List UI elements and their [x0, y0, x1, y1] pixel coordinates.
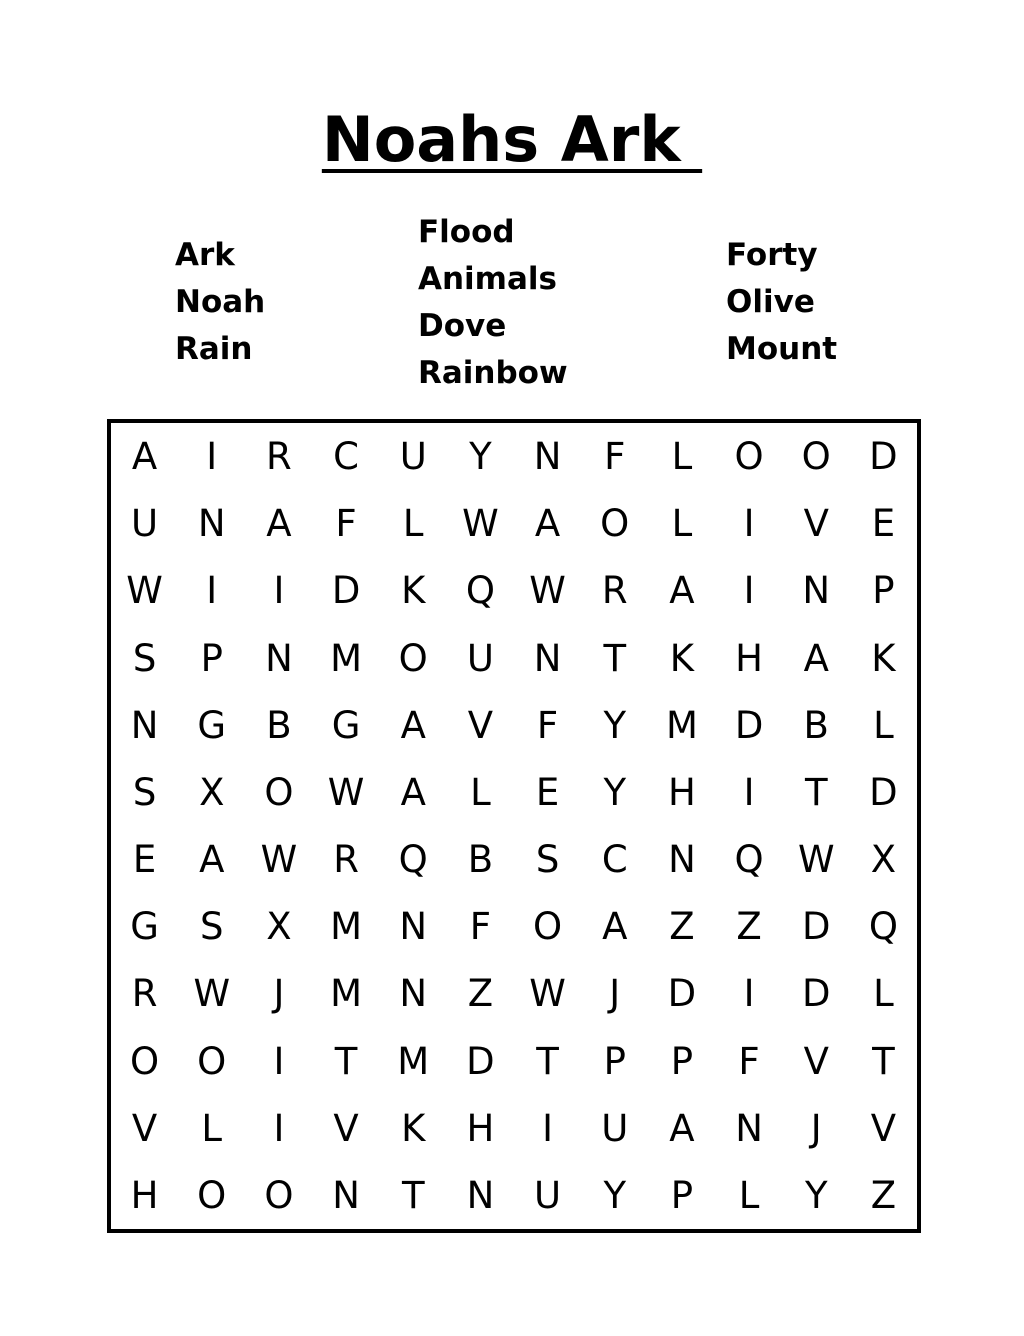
grid-letter-cell[interactable]: F: [469, 905, 492, 949]
grid-letter-cell[interactable]: L: [402, 502, 424, 546]
grid-letter-cell[interactable]: L: [671, 502, 693, 546]
grid-letter-cell[interactable]: R: [333, 838, 359, 882]
grid-letter-cell[interactable]: Q: [734, 838, 764, 882]
word-list-item: Dove: [418, 308, 507, 344]
grid-letter-cell[interactable]: I: [743, 502, 755, 546]
grid-letter-cell[interactable]: L: [671, 435, 693, 479]
puzzle-title: [0, 100, 1024, 180]
grid-letter-cell[interactable]: O: [197, 1173, 227, 1217]
grid-letter-cell[interactable]: Y: [603, 1173, 627, 1217]
grid-letter-cell[interactable]: D: [667, 972, 697, 1016]
grid-letter-cell[interactable]: D: [801, 905, 831, 949]
grid-letter-cell[interactable]: N: [399, 905, 428, 949]
grid-letter-cell[interactable]: D: [801, 972, 831, 1016]
grid-letter-cell[interactable]: N: [130, 703, 159, 747]
grid-letter-cell[interactable]: N: [735, 1106, 763, 1150]
grid-letter-cell[interactable]: J: [609, 972, 621, 1016]
grid-letter-cell[interactable]: U: [131, 502, 159, 546]
grid-letter-cell[interactable]: D: [869, 435, 898, 479]
grid-letter-cell[interactable]: U: [399, 435, 427, 479]
grid-letter-cell[interactable]: T: [536, 1039, 559, 1083]
grid-letter-cell[interactable]: K: [401, 1106, 426, 1150]
grid-letter-cell[interactable]: P: [670, 1173, 694, 1217]
grid-letter-cell[interactable]: V: [803, 1039, 829, 1083]
grid-letter-cell[interactable]: M: [330, 905, 363, 949]
grid-letter-cell[interactable]: D: [331, 569, 361, 613]
grid-letter-cell[interactable]: Y: [603, 703, 627, 747]
word-list-column-1: [175, 232, 265, 373]
grid-letter-cell[interactable]: F: [335, 502, 357, 546]
grid-letter-cell[interactable]: D: [869, 770, 898, 814]
grid-letter-cell[interactable]: B: [266, 703, 292, 747]
grid-letter-cell[interactable]: P: [670, 1039, 694, 1083]
grid-letter-cell[interactable]: N: [533, 636, 562, 680]
grid-letter-cell[interactable]: A: [131, 435, 158, 479]
grid-letter-cell[interactable]: N: [197, 502, 226, 546]
grid-letter-cell[interactable]: M: [330, 972, 363, 1016]
grid-letter-cell[interactable]: N: [802, 569, 831, 613]
grid-letter-cell[interactable]: E: [535, 770, 560, 814]
grid-letter-cell[interactable]: I: [206, 569, 218, 613]
word-list-item: Noah: [175, 284, 266, 320]
grid-letter-cell[interactable]: I: [743, 972, 755, 1016]
grid-letter-cell[interactable]: X: [870, 838, 897, 882]
grid-letter-cell[interactable]: H: [735, 636, 763, 680]
grid-letter-cell[interactable]: M: [665, 703, 698, 747]
grid-letter-cell[interactable]: O: [264, 770, 294, 814]
grid-letter-cell[interactable]: U: [534, 1173, 562, 1217]
grid-letter-cell[interactable]: N: [668, 838, 696, 882]
grid-letter-cell[interactable]: W: [529, 569, 566, 613]
grid-letter-cell[interactable]: U: [466, 636, 494, 680]
grid-letter-cell[interactable]: N: [533, 435, 562, 479]
grid-letter-cell[interactable]: R: [601, 569, 628, 613]
grid-letter-cell[interactable]: K: [669, 636, 695, 680]
grid-letter-cell[interactable]: M: [330, 636, 363, 680]
puzzle-title-text: Noahs Ark: [321, 103, 703, 176]
grid-letter-cell[interactable]: L: [470, 770, 491, 814]
grid-letter-cell[interactable]: V: [803, 502, 829, 546]
grid-letter-cell[interactable]: A: [400, 703, 426, 747]
word-list-item: Ark: [175, 237, 235, 273]
word-list-column-3: [726, 232, 837, 373]
grid-letter-cell[interactable]: S: [535, 838, 560, 882]
grid-letter-cell[interactable]: Z: [467, 972, 494, 1016]
grid-letter-cell[interactable]: L: [738, 1173, 760, 1217]
word-list-item: Flood: [418, 214, 515, 250]
grid-letter-cell[interactable]: W: [126, 569, 163, 613]
grid-letter-cell[interactable]: R: [131, 972, 158, 1016]
grid-letter-cell[interactable]: V: [467, 703, 494, 747]
grid-letter-cell[interactable]: A: [803, 636, 829, 680]
grid-letter-cell[interactable]: M: [397, 1039, 430, 1083]
grid-letter-cell[interactable]: A: [199, 838, 225, 882]
grid-letter-cell[interactable]: X: [199, 770, 225, 814]
grid-letter-cell[interactable]: V: [870, 1106, 897, 1150]
grid-letter-cell[interactable]: U: [601, 1106, 629, 1150]
grid-letter-cell[interactable]: O: [264, 1173, 294, 1217]
grid-letter-cell[interactable]: L: [873, 972, 894, 1016]
grid-letter-cell[interactable]: O: [533, 905, 563, 949]
grid-letter-cell[interactable]: O: [600, 502, 630, 546]
grid-letter-cell[interactable]: T: [401, 1173, 425, 1217]
grid-letter-cell[interactable]: I: [273, 569, 285, 613]
grid-letter-cell[interactable]: S: [132, 770, 157, 814]
grid-letter-cell[interactable]: L: [201, 1106, 223, 1150]
grid-letter-cell[interactable]: O: [197, 1039, 227, 1083]
word-list-column-2: [418, 209, 568, 397]
grid-letter-cell[interactable]: I: [542, 1106, 554, 1150]
grid-letter-cell[interactable]: G: [130, 905, 159, 949]
grid-letter-cell[interactable]: V: [131, 1106, 158, 1150]
grid-letter-cell[interactable]: O: [734, 435, 764, 479]
grid-letter-cell[interactable]: W: [462, 502, 499, 546]
grid-letter-cell[interactable]: T: [804, 770, 828, 814]
grid-letter-cell[interactable]: O: [398, 636, 428, 680]
grid-letter-cell[interactable]: R: [266, 435, 292, 479]
grid-letter-cell[interactable]: C: [333, 435, 359, 479]
grid-letter-cell[interactable]: A: [602, 905, 628, 949]
letter-grid: [111, 423, 917, 1229]
grid-letter-cell[interactable]: Z: [736, 905, 762, 949]
grid-letter-cell[interactable]: V: [333, 1106, 359, 1150]
grid-letter-cell[interactable]: A: [400, 770, 426, 814]
grid-letter-cell[interactable]: Q: [868, 905, 898, 949]
grid-letter-cell[interactable]: C: [601, 838, 628, 882]
grid-letter-cell[interactable]: N: [265, 636, 293, 680]
grid-letter-cell[interactable]: Q: [398, 838, 428, 882]
grid-letter-cell[interactable]: Z: [870, 1173, 897, 1217]
grid-letter-cell[interactable]: A: [534, 502, 561, 546]
grid-letter-cell[interactable]: O: [130, 1039, 160, 1083]
grid-letter-cell[interactable]: S: [199, 905, 224, 949]
grid-letter-cell[interactable]: I: [273, 1039, 285, 1083]
grid-letter-cell[interactable]: X: [266, 905, 292, 949]
word-list-item: Forty: [726, 237, 818, 273]
grid-letter-cell[interactable]: S: [132, 636, 157, 680]
grid-letter-cell[interactable]: W: [797, 838, 835, 882]
grid-letter-cell[interactable]: H: [667, 770, 696, 814]
word-list-item: Rain: [175, 331, 253, 367]
grid-letter-cell[interactable]: T: [334, 1039, 358, 1083]
grid-letter-cell[interactable]: F: [738, 1039, 760, 1083]
grid-letter-cell[interactable]: D: [466, 1039, 495, 1083]
grid-letter-cell[interactable]: F: [536, 703, 559, 747]
grid-letter-cell[interactable]: P: [200, 636, 223, 680]
grid-letter-cell[interactable]: W: [327, 770, 365, 814]
grid-letter-cell[interactable]: L: [873, 703, 894, 747]
word-list-item: Animals: [418, 261, 557, 297]
grid-letter-cell[interactable]: K: [871, 636, 896, 680]
grid-letter-cell[interactable]: I: [273, 1106, 285, 1150]
grid-letter-cell[interactable]: E: [132, 838, 157, 882]
grid-letter-cell[interactable]: W: [529, 972, 566, 1016]
grid-letter-cell[interactable]: P: [603, 1039, 626, 1083]
grid-letter-cell[interactable]: Y: [603, 770, 627, 814]
grid-letter-cell[interactable]: K: [401, 569, 426, 613]
grid-letter-cell[interactable]: H: [130, 1173, 159, 1217]
word-list-item: Olive: [726, 284, 815, 320]
grid-letter-cell[interactable]: E: [871, 502, 896, 546]
grid-letter-cell[interactable]: G: [331, 703, 361, 747]
grid-letter-cell[interactable]: N: [332, 1173, 360, 1217]
grid-letter-cell[interactable]: T: [872, 1039, 895, 1083]
grid-letter-cell[interactable]: P: [872, 569, 895, 613]
grid-letter-cell[interactable]: Y: [804, 1173, 828, 1217]
grid-letter-cell[interactable]: G: [197, 703, 227, 747]
grid-letter-cell[interactable]: Q: [465, 569, 495, 613]
grid-letter-cell[interactable]: I: [206, 435, 218, 479]
grid-letter-cell[interactable]: J: [810, 1106, 822, 1150]
grid-letter-cell[interactable]: B: [467, 838, 494, 882]
grid-letter-cell[interactable]: D: [734, 703, 764, 747]
word-list-item: Mount: [726, 331, 838, 367]
grid-letter-cell[interactable]: I: [743, 569, 755, 613]
grid-letter-cell[interactable]: B: [803, 703, 829, 747]
grid-letter-cell[interactable]: I: [743, 770, 755, 814]
grid-letter-cell[interactable]: Y: [469, 435, 492, 479]
grid-letter-cell[interactable]: T: [603, 636, 627, 680]
grid-letter-cell[interactable]: Z: [669, 905, 695, 949]
grid-letter-cell[interactable]: A: [669, 569, 695, 613]
grid-letter-cell[interactable]: J: [273, 972, 285, 1016]
grid-letter-cell[interactable]: N: [399, 972, 428, 1016]
grid-letter-cell[interactable]: F: [604, 435, 626, 479]
word-search-board: [107, 419, 921, 1233]
grid-letter-cell[interactable]: O: [801, 435, 831, 479]
grid-letter-cell[interactable]: N: [466, 1173, 495, 1217]
word-list-item: Rainbow: [418, 355, 568, 391]
grid-letter-cell[interactable]: A: [266, 502, 292, 546]
grid-letter-cell[interactable]: A: [669, 1106, 695, 1150]
grid-letter-cell[interactable]: H: [466, 1106, 495, 1150]
grid-letter-cell[interactable]: W: [260, 838, 298, 882]
grid-letter-cell[interactable]: W: [193, 972, 231, 1016]
